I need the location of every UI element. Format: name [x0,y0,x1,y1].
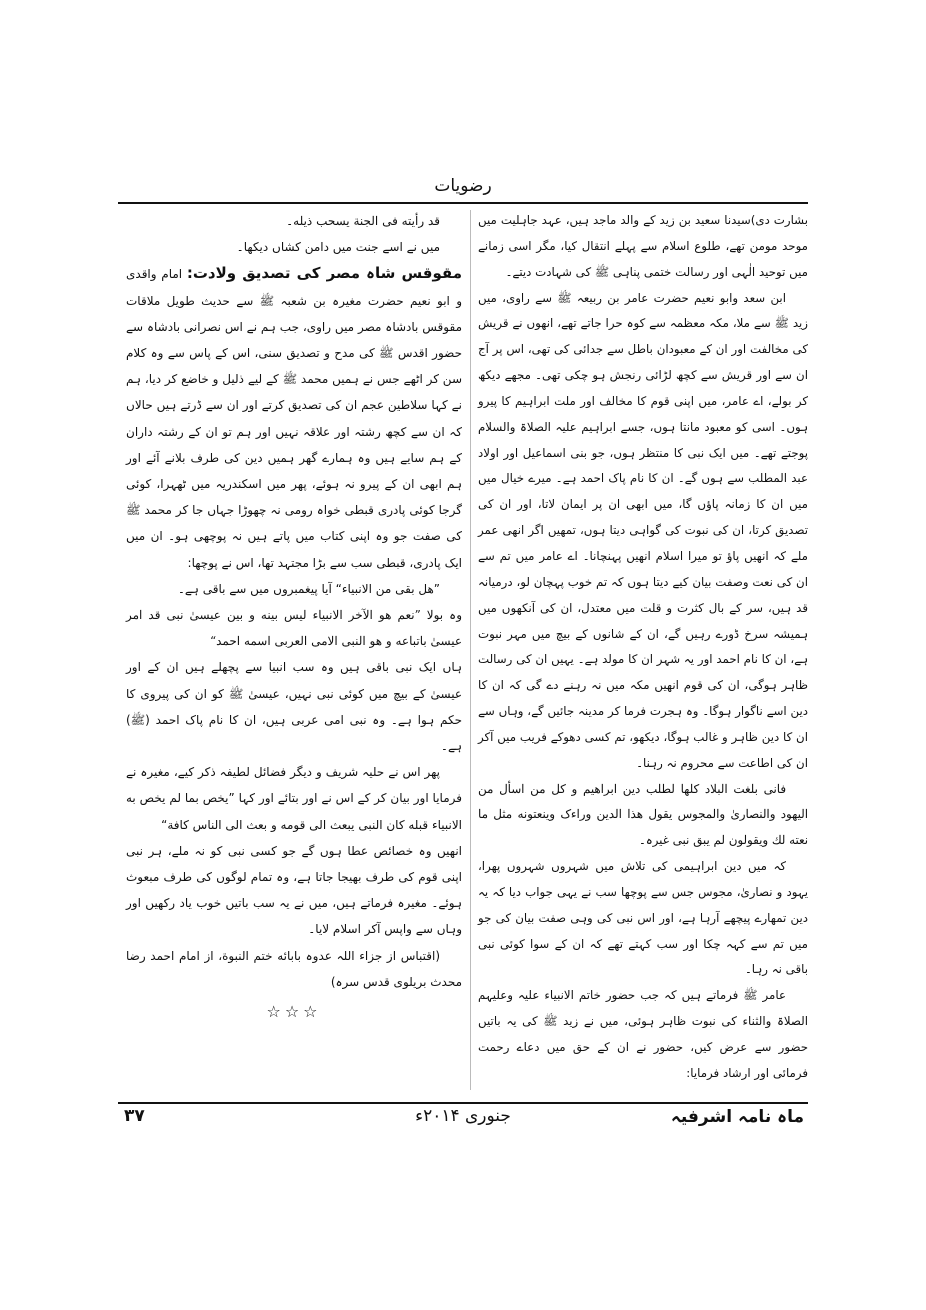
arabic-quote: فانی بلغت البلاد کلھا لطلب دین ابراھیم و کل من اسأل من الیھود والنصاریٰ والمجوس یقول ھذا الدین وراءک وینعتونه مثل ما نعته لك ویقولون لم یبق نبی غیرہ۔ [478,781,808,848]
citation: (اقتباس از جزاء اللہ عدوہ بابائه ختم النبوة، از امام احمد رضا محدث بریلوی قدس سرہ) [126,948,462,989]
paragraph: میں نے اسے جنت میں دامن کشاں دیکھا۔ [236,240,440,255]
header-rule [118,202,808,204]
section-heading: مقوقس شاہ مصر کی تصدیق ولادت: [186,264,462,283]
magazine-name: ماہ نامہ اشرفیہ [670,1107,804,1127]
column-divider [470,210,471,1090]
paragraph: انھیں وہ خصائص عطا ہوں گے جو کسی نبی کو نہ ملے، ہر نبی اپنی قوم کی طرف بھیجا جاتا ہے، وہ تمام لوگوں کی طرف مبعوث ہوئے۔ مغیرہ فرماتے ہیں، میں نے یہ سب باتیں خوب یاد رکھیں اور وہاں سے واپس آکر اسلام لایا۔ [126,843,462,937]
footer-rule [118,1102,808,1104]
paragraph: ہاں ایک نبی باقی ہیں وہ سب انبیا سے پچھلے ہیں ان کے اور عیسیٰ کے بیچ میں کوئی نبی نہیں، عیسیٰ ﷺ کو ان کی پیروی کا حکم ہوا ہے۔ وہ نبی امی عربی ہیں، ان کا نام پاک احمد (ﷺ) ہے۔ [126,660,462,754]
page-footer [118,1106,808,1136]
left-column [126,208,462,1025]
paragraph: بشارت دی)سیدنا سعید بن زید کے والد ماجد ہیں، عہد جاہلیت میں موحد مومن تھے، طلوع اسلام سے پہلے انتقال کیا، مگر اسی زمانے میں توحید الٰہی اور رسالت ختمی پناہی ﷺ کی شہادت دیتے۔ [478,213,808,279]
issue-date: جنوری ۲۰۱۴ء [415,1106,511,1126]
paragraph: کہ میں دین ابراہیمی کی تلاش میں شہروں شہروں پھرا، یہود و نصاریٰ، مجوس جس سے پوچھا سب نے یہی جواب دیا کہ یہ دین تمھارے پیچھے آرہا ہے، اور اس نبی کی وہی صفت بیان کی جو میں تم سے کہہ چکا اور سب کہتے تھے کہ ان کے سوا کوئی نبی باقی نہ رہا۔ [478,859,808,977]
paragraph: عامر ﷺ فرماتے ہیں کہ جب حضور خاتم الانبیاء علیہ وعلیہم الصلاۃ والثناء کی نبوت ظاہر ہوئی، میں نے زید ﷺ کی یہ باتیں حضور سے عرض کیں، حضور نے ان کے حق میں دعاے رحمت فرمائی اور ارشاد فرمایا: [478,988,808,1080]
section-body: امام واقدی و ابو نعیم حضرت مغیرہ بن شعبہ ﷺ سے حدیث طویل ملاقات مقوقس بادشاہ مصر میں راوی، جب ہم نے اس نصرانی بادشاہ سے حضور اقدس ﷺ کی مدح و تصدیق سنی، اس کے پاس سے وہ کلام سن کر اٹھے جس نے ہمیں محمد ﷺ کے لیے ذلیل و خاضع کر دیا، ہم نے کہا سلاطین عجم ان کی تصدیق کرتے اور ان سے ڈرتے ہیں حالاں کہ ان سے کچھ رشتہ اور علاقہ نہیں اور ہم تو ان کے رشتہ داران کے ہم سایے ہیں وہ ہمارے گھر ہمیں دین کی طرف بلانے آئے اور ہم ابھی ان کے پیرو نہ ہوئے، پھر میں اسکندریہ میں ٹھہرا، کوئی گرجا کوئی پادری قبطی خواہ رومی نہ چھوڑا جہاں جا کر محمد ﷺ کی صفت جو وہ اپنی کتاب میں پاتے ہیں نہ پوچھی ہو۔ ان میں ایک پادری، قبطی سب سے بڑا مجتہد تھا، اس نے پوچھا: [126,267,462,570]
section-end-stars: ☆☆☆ [266,1002,322,1022]
paragraph: پھر اس نے حلیہ شریف و دیگر فضائل لطیفہ ذکر کیے، مغیرہ نے فرمایا اور بیان کر کے اس نے اور بتائے اور کہا ”یخص بما لم یخص به الانبیاء قبله کان النبی یبعث الی قومه و بعث الی الناس کافة“ [126,765,462,832]
arabic-quote: وہ بولا ”نعم ھو الآخر الانبیاء لیس بینه و بین عیسیٰ نبی قد امر عیسیٰ باتباعه و ھو النبی الامی العربی اسمه احمد“ [126,608,462,649]
section-paragraph [126,260,462,575]
arabic-quote: قد رأیته فی الجنة یسحب ذیله۔ [286,214,440,228]
right-column [478,208,808,1087]
paragraph: ”ھل بقی من الانبیاء“ آیا پیغمبروں میں سے باقی ہے۔ [177,581,440,596]
running-header: رضویات [434,176,492,196]
paragraph: ابن سعد وابو نعیم حضرت عامر بن ربیعہ ﷺ سے راوی، میں زید ﷺ سے ملا، مکہ معظمہ سے کوہ حرا جاتے تھے، انھوں نے قریش کی مخالفت اور ان کے معبودان باطل سے جدائی کی تھی، اس پر آج ان سے اور قریش سے کچھ لڑائی رنجش ہو چکی تھی۔ مجھے دیکھ کر بولے، اے عامر، میں اپنی قوم کا مخالف اور ملت ابراہیم کا پیرو ہوں۔ اسی کو معبود مانتا ہوں، جسے ابراہیم علیہ الصلاۃ والسلام پوجتے تھے۔ میں ایک نبی کا منتظر ہوں، جو بنی اسماعیل اور اولاد عبد المطلب سے ہوں گے۔ ان کا نام پاک احمد ہے۔ میرے خیال میں میں ان کا زمانہ پاؤں گا، میں ابھی ان پر ایمان لاتا، اور ان کی تصدیق کرتا، ان کی نبوت کی گواہی دیتا ہوں، تمھیں اگر انھی عمر ملے کہ انھیں پاؤ تو میرا اسلام انھیں پہنچانا۔ اے عامر میں تم سے ان کی نعت وصفت بیان کیے دیتا ہوں کہ تم خوب پہچان لو، درمیانہ قد ہیں، سر کے بال کثرت و قلت میں معتدل، ان کی آنکھوں میں ہمیشہ سرخ ڈورے رہیں گے، ان کے شانوں کے بیچ میں مہر نبوت ہے، ان کا نام احمد اور یہ شہر ان کا مولد ہے۔ یہیں ان کی رسالت ظاہر ہوگی، ان کی قوم انھیں مکہ میں نہ رہنے دے گی کہ ان کا دین اسے ناگوار ہوگا۔ وہ ہجرت فرما کر مدینہ جائیں گے، وہاں سے ان کا دین ظاہر و غالب ہوگا، دیکھو، تم کسی دھوکے فریب میں آکر ان کی اطاعت سے محروم نہ رہنا۔ [478,290,808,770]
page-number: ۳۷ [124,1106,145,1126]
